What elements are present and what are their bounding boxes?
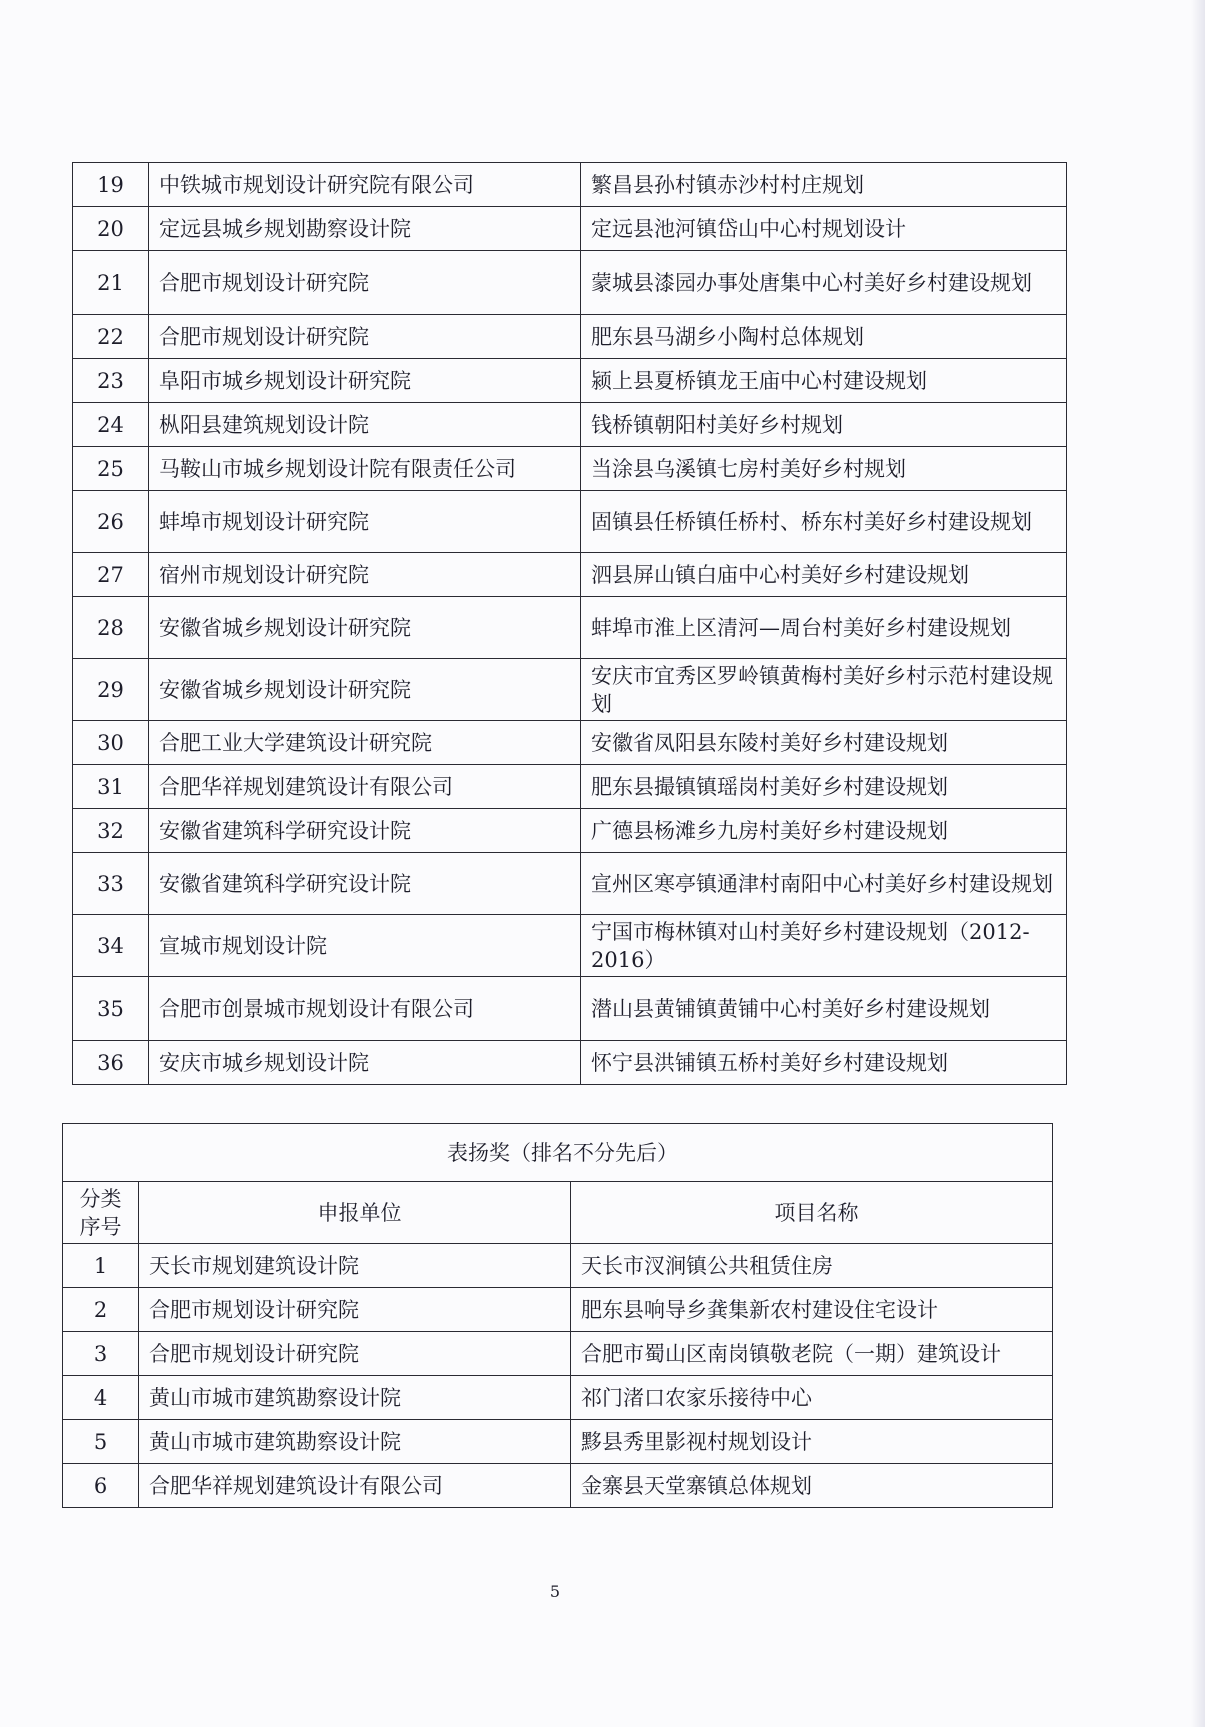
row-project: 钱桥镇朝阳村美好乡村规划 [581,403,1067,447]
row-number: 26 [73,491,149,553]
table-row [73,447,1067,491]
row-project: 当涂县乌溪镇七房村美好乡村规划 [581,447,1067,491]
table-row [73,765,1067,809]
table-row [73,207,1067,251]
row-number: 25 [73,447,149,491]
row-project: 肥东县撮镇镇瑶岗村美好乡村建设规划 [581,765,1067,809]
table-row [63,1288,1053,1332]
section-title-row [63,1124,1053,1182]
row-project: 合肥市蜀山区南岗镇敬老院（一期）建筑设计 [571,1332,1053,1376]
row-unit: 合肥工业大学建筑设计研究院 [149,721,581,765]
row-number: 20 [73,207,149,251]
table-row [73,251,1067,315]
table-row [73,659,1067,721]
row-project: 肥东县响导乡龚集新农村建设住宅设计 [571,1288,1053,1332]
table-row [73,163,1067,207]
row-unit: 宣城市规划设计院 [149,915,581,977]
row-project: 蚌埠市淮上区清河—周台村美好乡村建设规划 [581,597,1067,659]
table-row [73,553,1067,597]
table-row [73,315,1067,359]
row-unit: 合肥华祥规划建筑设计有限公司 [149,765,581,809]
row-unit: 合肥华祥规划建筑设计有限公司 [139,1464,571,1508]
row-number: 31 [73,765,149,809]
row-unit: 合肥市创景城市规划设计有限公司 [149,977,581,1041]
row-number: 34 [73,915,149,977]
row-project: 蒙城县漆园办事处唐集中心村美好乡村建设规划 [581,251,1067,315]
row-project: 安庆市宜秀区罗岭镇黄梅村美好乡村示范村建设规划 [581,659,1067,721]
row-project: 泗县屏山镇白庙中心村美好乡村建设规划 [581,553,1067,597]
row-number: 2 [63,1288,139,1332]
row-unit: 安徽省城乡规划设计研究院 [149,659,581,721]
table-row [63,1464,1053,1508]
row-unit: 蚌埠市规划设计研究院 [149,491,581,553]
row-unit: 黄山市城市建筑勘察设计院 [139,1420,571,1464]
row-project: 广德县杨滩乡九房村美好乡村建设规划 [581,809,1067,853]
page-number: 5 [549,1582,561,1601]
row-number: 22 [73,315,149,359]
row-project: 金寨县天堂寨镇总体规划 [571,1464,1053,1508]
header-unit: 申报单位 [139,1182,571,1244]
row-unit: 合肥市规划设计研究院 [139,1332,571,1376]
row-number: 35 [73,977,149,1041]
row-unit: 天长市规划建筑设计院 [139,1244,571,1288]
commendation-table [62,1123,1053,1508]
row-number: 36 [73,1041,149,1085]
table-row [63,1376,1053,1420]
table-row [73,809,1067,853]
table-row [63,1332,1053,1376]
row-number: 21 [73,251,149,315]
row-number: 23 [73,359,149,403]
row-unit: 合肥市规划设计研究院 [149,315,581,359]
table-row [73,977,1067,1041]
row-project: 黟县秀里影视村规划设计 [571,1420,1053,1464]
row-number: 4 [63,1376,139,1420]
row-unit: 中铁城市规划设计研究院有限公司 [149,163,581,207]
row-unit: 宿州市规划设计研究院 [149,553,581,597]
row-project: 肥东县马湖乡小陶村总体规划 [581,315,1067,359]
row-number: 19 [73,163,149,207]
row-unit: 安徽省城乡规划设计研究院 [149,597,581,659]
row-unit: 马鞍山市城乡规划设计院有限责任公司 [149,447,581,491]
row-project: 怀宁县洪铺镇五桥村美好乡村建设规划 [581,1041,1067,1085]
table-row [63,1244,1053,1288]
row-number: 6 [63,1464,139,1508]
row-project: 安徽省凤阳县东陵村美好乡村建设规划 [581,721,1067,765]
row-unit: 合肥市规划设计研究院 [139,1288,571,1332]
row-number: 32 [73,809,149,853]
row-number: 28 [73,597,149,659]
row-unit: 安徽省建筑科学研究设计院 [149,853,581,915]
row-number: 3 [63,1332,139,1376]
row-number: 29 [73,659,149,721]
table-row [73,597,1067,659]
row-project: 定远县池河镇岱山中心村规划设计 [581,207,1067,251]
header-no: 分类序号 [63,1182,139,1244]
header-project: 项目名称 [571,1182,1053,1244]
row-project: 颍上县夏桥镇龙王庙中心村建设规划 [581,359,1067,403]
row-unit: 安徽省建筑科学研究设计院 [149,809,581,853]
table-row [73,491,1067,553]
table-row [73,915,1067,977]
table-row [73,359,1067,403]
row-number: 5 [63,1420,139,1464]
table-row [73,403,1067,447]
table-row [73,1041,1067,1085]
table-row [63,1420,1053,1464]
table-row [73,721,1067,765]
row-project: 潜山县黄铺镇黄铺中心村美好乡村建设规划 [581,977,1067,1041]
row-project: 固镇县任桥镇任桥村、桥东村美好乡村建设规划 [581,491,1067,553]
row-project: 祁门渚口农家乐接待中心 [571,1376,1053,1420]
row-project: 宁国市梅林镇对山村美好乡村建设规划（2012-2016） [581,915,1067,977]
row-unit: 枞阳县建筑规划设计院 [149,403,581,447]
section-title: 表扬奖（排名不分先后） [63,1124,1053,1182]
row-number: 27 [73,553,149,597]
page-edge [1191,0,1205,1727]
row-number: 33 [73,853,149,915]
row-unit: 合肥市规划设计研究院 [149,251,581,315]
table-header-row [63,1182,1053,1244]
award-table-continued [72,162,1067,1085]
row-project: 宣州区寒亭镇通津村南阳中心村美好乡村建设规划 [581,853,1067,915]
row-number: 24 [73,403,149,447]
row-unit: 黄山市城市建筑勘察设计院 [139,1376,571,1420]
row-unit: 定远县城乡规划勘察设计院 [149,207,581,251]
row-project: 繁昌县孙村镇赤沙村村庄规划 [581,163,1067,207]
row-unit: 安庆市城乡规划设计院 [149,1041,581,1085]
row-number: 30 [73,721,149,765]
table-row [73,853,1067,915]
row-unit: 阜阳市城乡规划设计研究院 [149,359,581,403]
row-project: 天长市汊涧镇公共租赁住房 [571,1244,1053,1288]
row-number: 1 [63,1244,139,1288]
